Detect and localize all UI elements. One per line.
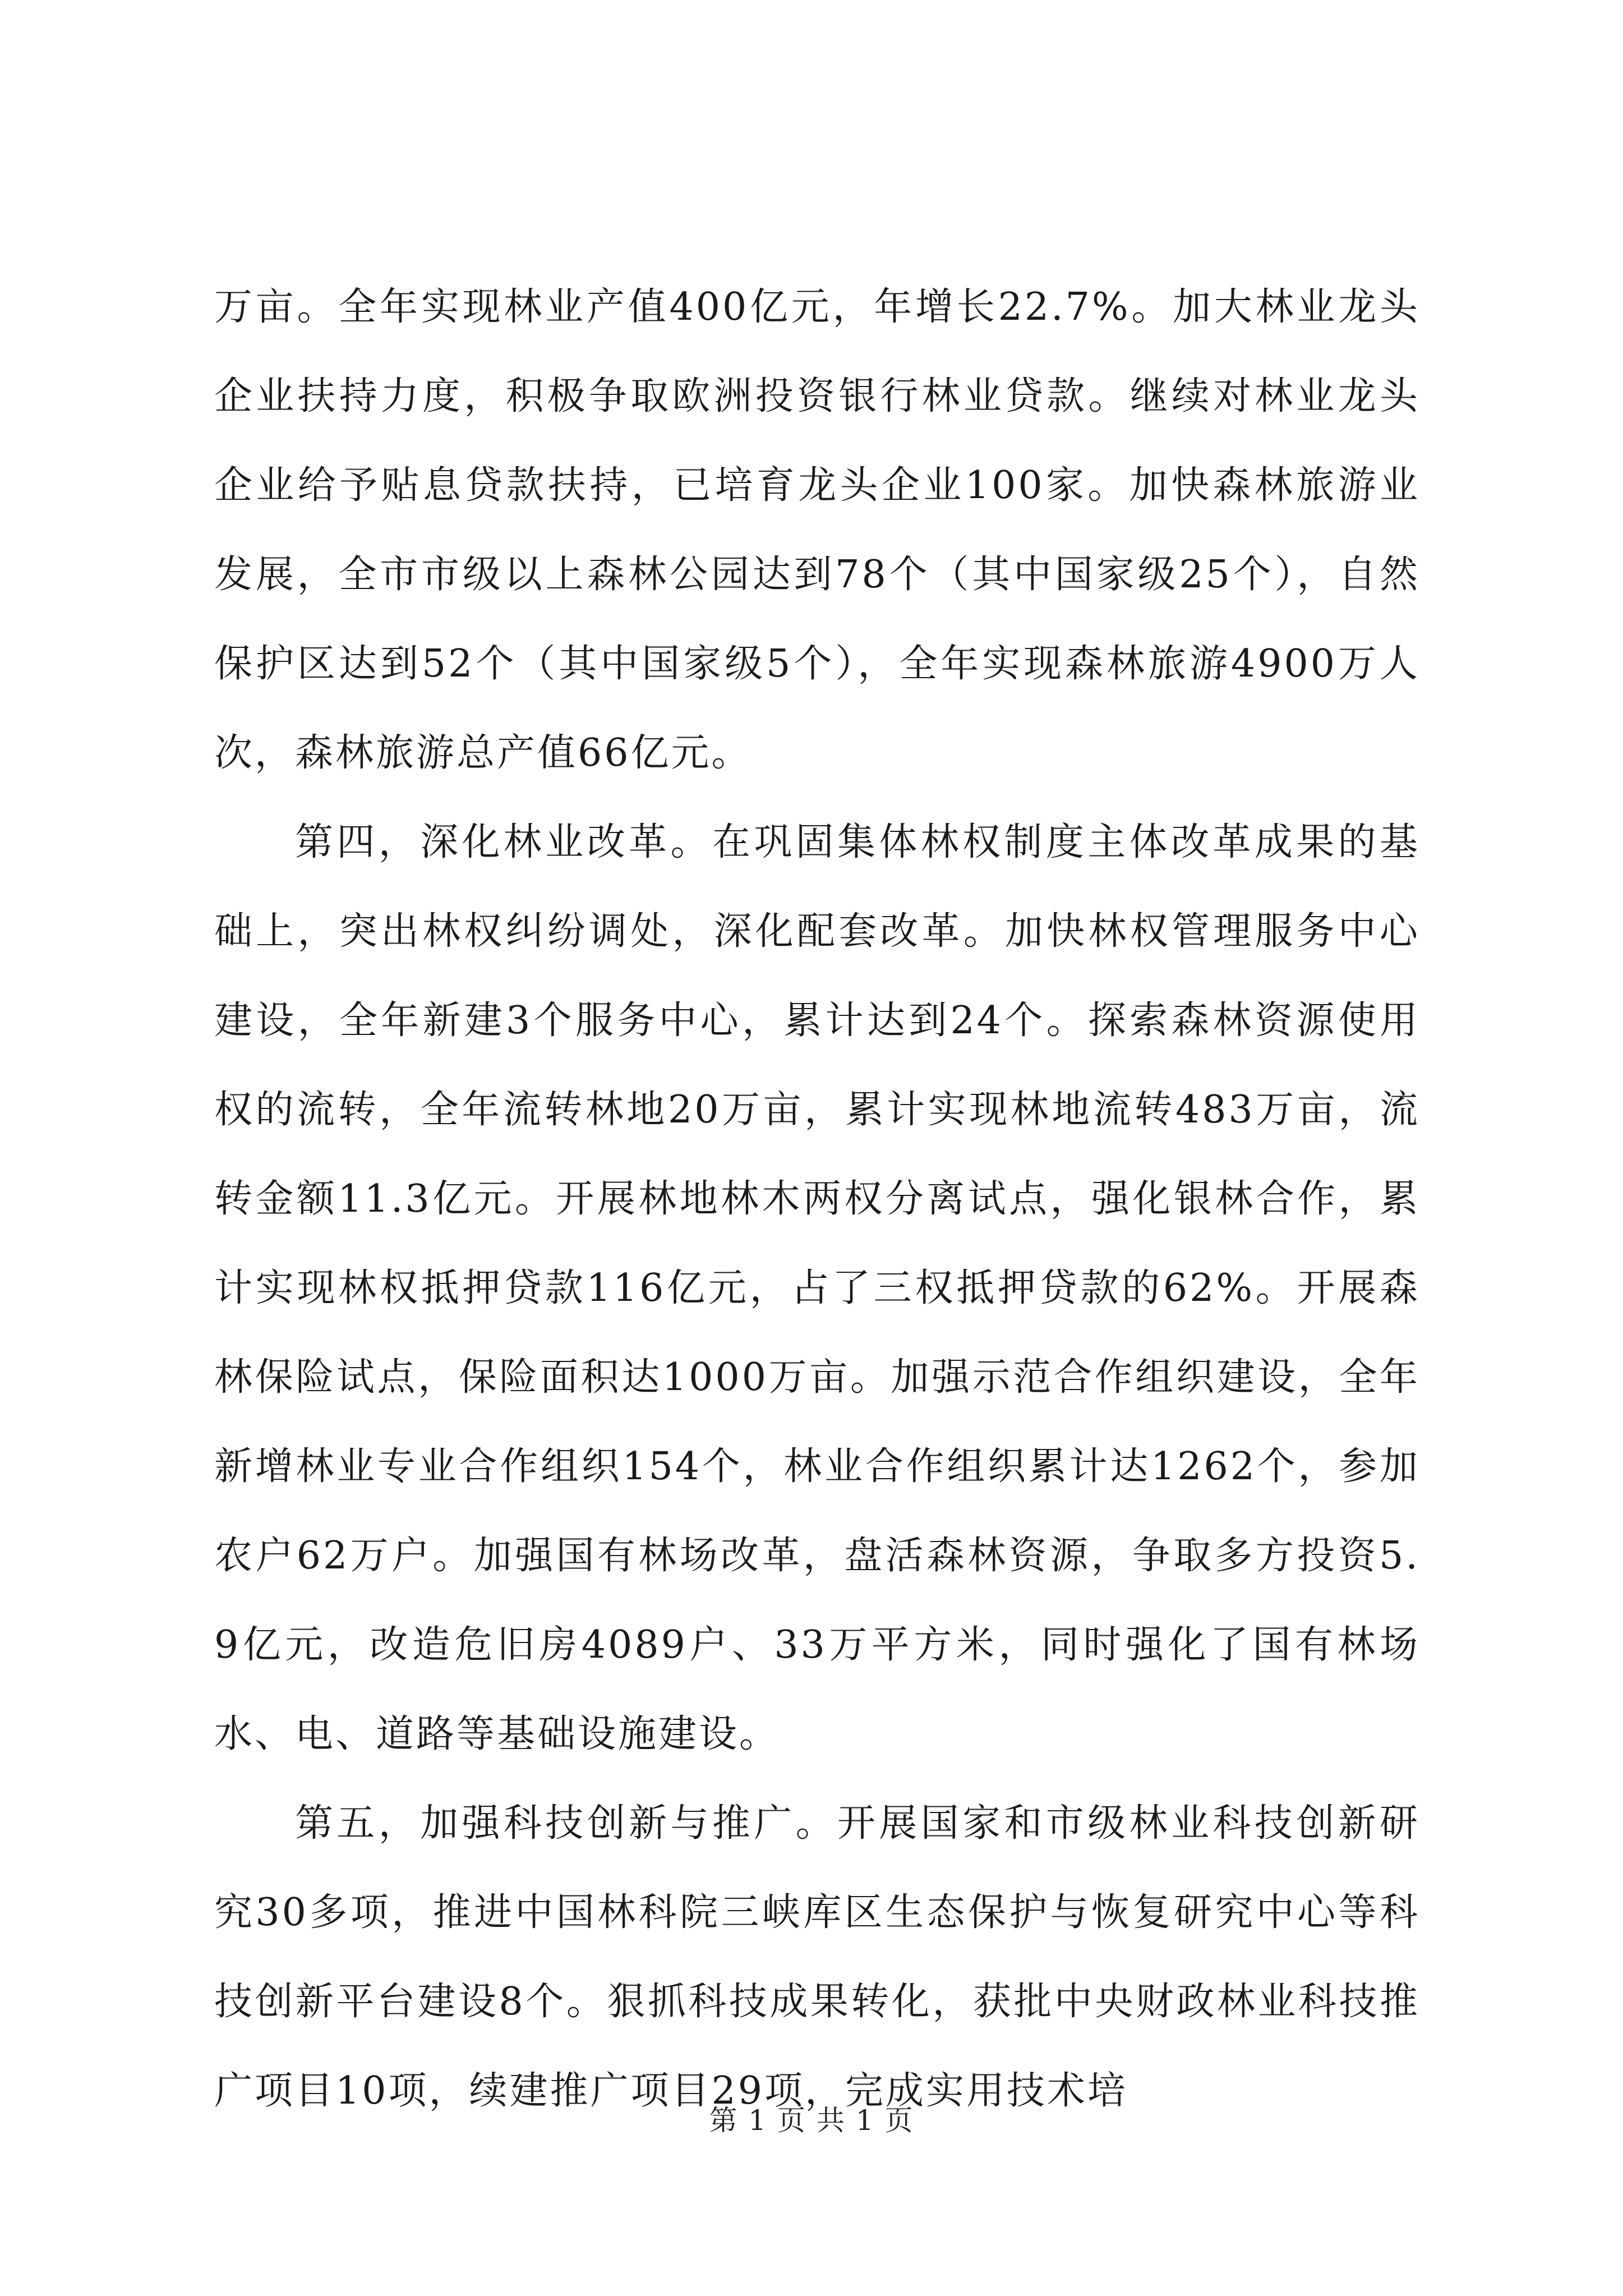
- page-footer: 第 1 页 共 1 页: [709, 2104, 914, 2137]
- paragraph-3: 第五，加强科技创新与推广。开展国家和市级林业科技创新研究30多项，推进中国林科院三峡库区生态保护与恢复研究中心等科技创新平台建设8个。狠抓科技成果转化，获批中央财政林业科技推广项目10项，续建推广项目29项，完成实用技术培: [214, 1801, 1420, 2113]
- document-body: [214, 263, 1420, 2136]
- paragraph-2: 第四，深化林业改革。在巩固集体林权制度主体改革成果的基础上，突出林权纠纷调处，深化配套改革。加快林权管理服务中心建设，全年新建3个服务中心，累计达到24个。探索森林资源使用权的流转，全年流转林地20万亩，累计实现林地流转483万亩，流转金额11.3亿元。开展林地林木两权分离试点，强化银林合作，累计实现林权抵押贷款116亿元，占了三权抵押贷款的62%。开展森林保险试点，保险面积达1000万亩。加强示范合作组织建设，全年新增林业专业合作组织154个，林业合作组织累计达1262个，参加农户62万户。加强国有林场改革，盘活森林资源，争取多方投资5.9亿元，改造危旧房4089户、33万平方米，同时强化了国有林场水、电、道路等基础设施建设。: [214, 820, 1420, 1756]
- paragraph-1: 万亩。全年实现林业产值400亿元，年增长22.7%。加大林业龙头企业扶持力度，积极争取欧洲投资银行林业贷款。继续对林业龙头企业给予贴息贷款扶持，已培育龙头企业100家。加快森林旅游业发展，全市市级以上森林公园达到78个（其中国家级25个），自然保护区达到52个（其中国家级5个），全年实现森林旅游4900万人次，森林旅游总产值66亿元。: [214, 285, 1420, 775]
